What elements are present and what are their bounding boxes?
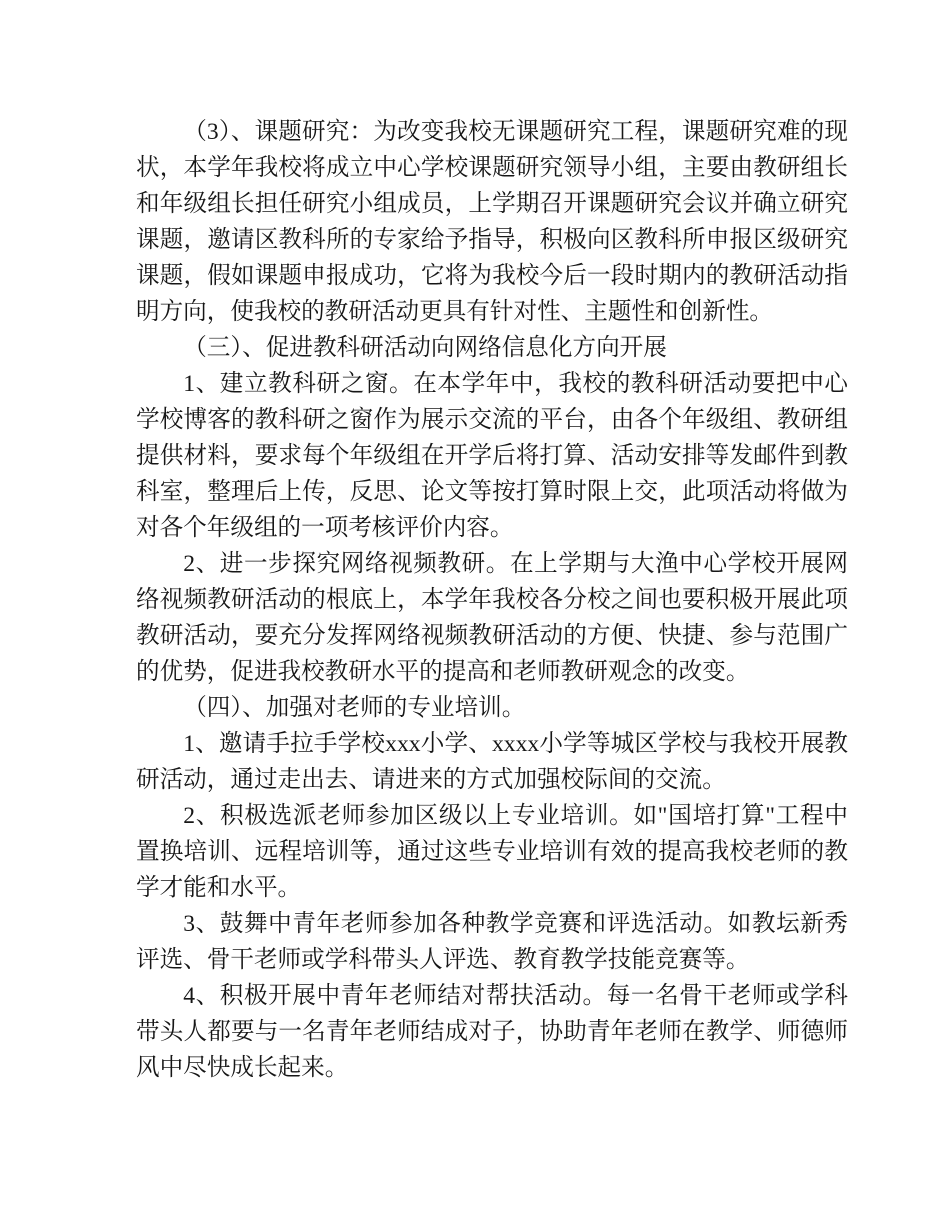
paragraph-network-video: 2、进一步探究网络视频教研。在上学期与大渔中心学校开展网络视频教研活动的根底上，本学年我校各分校之间也要积极开展此项教研活动，要充分发挥网络视频教研活动的方便、快捷、参与范围广的优势，促进我校教研水平的提高和老师教研观念的改变。 xyxy=(136,551,848,685)
paragraph-professional-training: 2、积极选派老师参加区级以上专业培训。如"国培打算"工程中置换培训、远程培训等，通过这些专业培训有效的提高我校老师的教学才能和水平。 xyxy=(136,803,848,901)
paragraph-hand-in-hand-schools: 1、邀请手拉手学校xxx小学、xxxx小学等城区学校与我校开展教研活动，通过走出去、请进来的方式加强校际间的交流。 xyxy=(136,731,848,793)
paragraph-topic-research: （3）、课题研究：为改变我校无课题研究工程，课题研究难的现状，本学年我校将成立中心学校课题研究领导小组，主要由教研组长和年级组长担任研究小组成员，上学期召开课题研究会议并确立研究课题，邀请区教科所的专家给予指导，积极向区教科所申报区级研究课题，假如课题申报成功，它将为我校今后一段时期内的教研活动指明方向，使我校的教研活动更具有针对性、主题性和创新性。 xyxy=(136,119,848,325)
paragraph-section-4-heading: （四）、加强对老师的专业培训。 xyxy=(183,695,526,721)
paragraph-pairing-support: 4、积极开展中青年老师结对帮扶活动。每一名骨干老师或学科带头人都要与一名青年老师结成对子，协助青年老师在教学、师德师风中尽快成长起来。 xyxy=(136,983,848,1081)
paragraph-section-3-heading: （三）、促进教科研活动向网络信息化方向开展 xyxy=(183,335,667,361)
paragraph-teaching-contests: 3、鼓舞中青年老师参加各种教学竞赛和评选活动。如教坛新秀评选、骨干老师或学科带头人评选、教育教学技能竞赛等。 xyxy=(136,911,848,973)
paragraph-research-window: 1、建立教科研之窗。在本学年中，我校的教科研活动要把中心学校博客的教科研之窗作为展示交流的平台，由各个年级组、教研组提供材料，要求每个年级组在开学后将打算、活动安排等发邮件到教科室，整理后上传，反思、论文等按打算时限上交，此项活动将做为对各个年级组的一项考核评价内容。 xyxy=(136,371,848,541)
